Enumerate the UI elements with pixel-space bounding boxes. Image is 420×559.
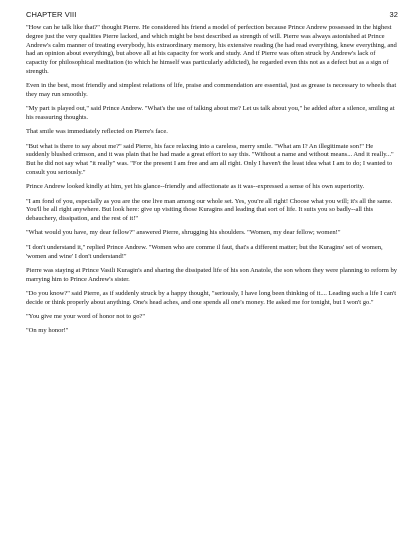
paragraph: "Do you know?" said Pierre, as if suddenly struck by a happy thought, "seriously, I have long been thinking of it.... Leading such a life I can't decide or think properly about anything. One's head aches, and one spends all one's money. He asked me for tonight, but I won't go." xyxy=(26,289,397,306)
paragraph: Even in the best, most friendly and simplest relations of life, praise and commendation are essential, just as grease is necessary to wheels that they may run smoothly. xyxy=(26,82,397,98)
paragraph: That smile was immediately reflected on Pierre's face. xyxy=(26,128,168,136)
paragraph: Pierre was staying at Prince Vasili Kuragin's and sharing the dissipated life of his son Anatole, the son whom they were planning to reform by marrying him to Prince Andrew's sister. xyxy=(26,266,398,283)
paragraph: Prince Andrew looked kindly at him, yet his glance--friendly and affectionate as it was--expressed a sense of his own superiority. xyxy=(26,183,365,191)
paragraph: "I don't understand it," replied Prince Andrew. "Women who are comme il faut, that's a different matter; but the Kuragins' set of women, 'women and wine' I don't understand!" xyxy=(26,243,383,260)
page-number: 32 xyxy=(389,10,398,19)
paragraph: "What would you have, my dear fellow?" answered Pierre, shrugging his shoulders. "Women, my dear fellow; women!" xyxy=(26,229,341,237)
paragraph: "How can he talk like that?" thought Pierre. He considered his friend a model of perfection because Prince Andrew possessed in the highest degree just the very qualities Pierre lacked, and which might be best described as strength of will. Pierre was always astonished at Prince Andrew's calm manner of treating everybody, his extraordinary memory, his extensive reading (he had read everything, knew everything, and had an opinion about everything), but above all at his capacity for work and study. And if Pierre was often struck by Andrew's lack of capacity for philosophical meditation (to which he himself was particularly addicted), he regarded even this not as a defect but as a sign of strength. xyxy=(26,24,397,75)
paragraph: "My part is played out," said Prince Andrew. "What's the use of talking about me? Let us talk about you," he added after a silence, smiling at his reassuring thoughts. xyxy=(26,105,395,121)
paragraph: "On my honor!" xyxy=(26,327,69,335)
paragraph: "You give me your word of honor not to go?" xyxy=(26,313,146,321)
page-header xyxy=(26,10,398,19)
paragraph: "I am fond of you, especially as you are the one live man among our whole set. Yes, you're all right! Choose what you will; it's all the same. You'll be all right anywhere. But look here: give up visiting those Kuragins and leading that sort of life. It suits you so badly--all this debauchery, dissipation, and the rest of it!" xyxy=(26,197,393,223)
paragraph: "But what is there to say about me?" said Pierre, his face relaxing into a careless, merry smile. "What am I? An illegitimate son!" He suddenly blushed crimson, and it was plain that he had made a great effort to say this. "Without a name and without means... And it really..." But he did not say what "it really" was. "For the present I am free and am all right. Only I haven't the least idea what I am to do; I wanted to consult you seriously." xyxy=(26,142,394,176)
page-body xyxy=(26,24,398,342)
chapter-title: CHAPTER VIII xyxy=(26,10,77,19)
